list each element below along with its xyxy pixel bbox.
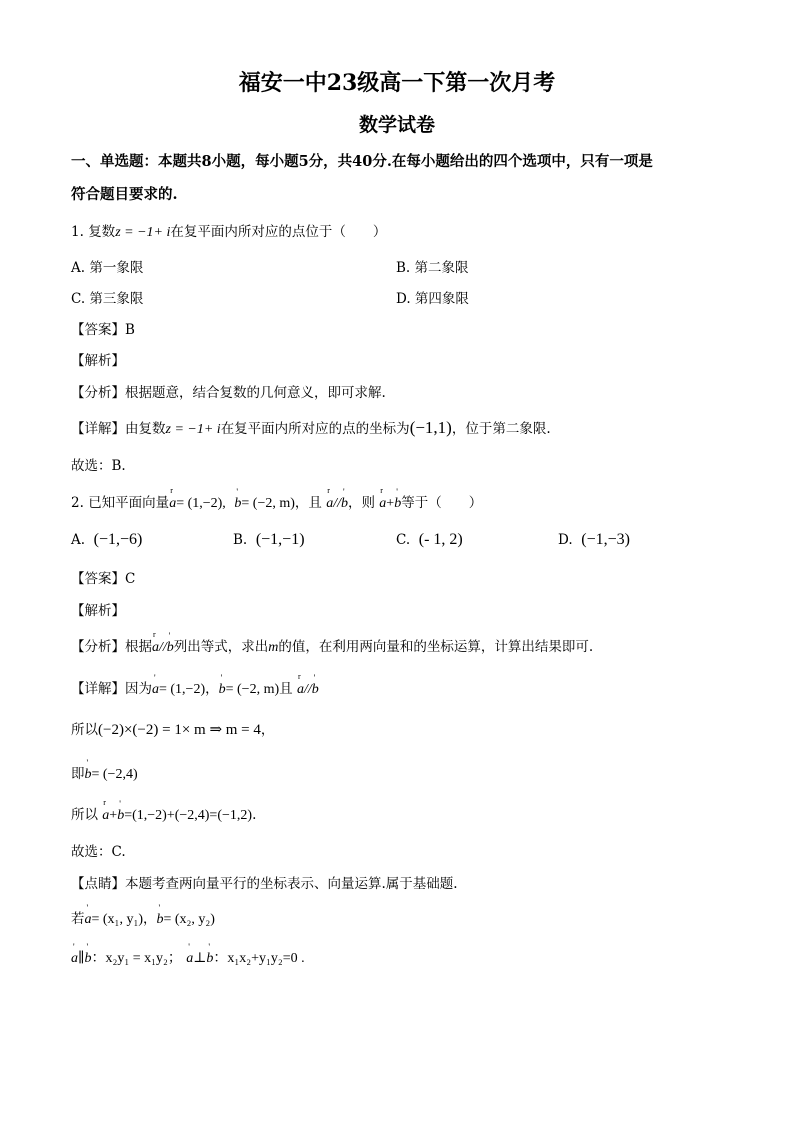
q2-option-a xyxy=(71,531,142,549)
parallel-symbol: ∥ xyxy=(78,951,85,966)
vector-b: ' b xyxy=(234,496,241,512)
q2-so2-pre: 所以 xyxy=(71,807,98,823)
q1-detail-expression: z = −1+ i xyxy=(165,422,221,437)
q1-option-d: D. 第四象限 xyxy=(396,291,469,307)
q2-rules xyxy=(71,947,305,967)
q2-perpendicular-rule: ：x₁x₂+y₁y₂=0 . xyxy=(213,951,305,966)
vector-a: r a xyxy=(379,496,386,512)
perpendicular-symbol: ⊥ xyxy=(193,951,207,966)
vector-b: ' b xyxy=(167,640,174,656)
q2-choose: 故选：C. xyxy=(71,844,126,860)
q2-number: 2. xyxy=(71,495,84,511)
q2-if-a: = (x₁, y₁) xyxy=(91,912,143,927)
vector-b: ' b xyxy=(341,496,348,512)
q2-detail-and: 且 xyxy=(279,681,293,697)
q2-detail-b: = (−2, m) xyxy=(225,682,280,697)
q2-stem-pre: 已知平面向量 xyxy=(88,495,170,511)
vector-b: ' b xyxy=(394,496,401,512)
parallel-symbol: // xyxy=(333,496,341,511)
q2-option-c-label: C. xyxy=(396,532,411,548)
vector-b: ' b xyxy=(85,767,92,783)
vector-a: r a xyxy=(326,496,333,512)
q1-analysis-heading: 【解析】 xyxy=(71,353,125,369)
q1-detail-post: ，位于第二象限. xyxy=(451,421,551,437)
q2-answer: 【答案】C xyxy=(71,571,136,587)
q2-if-comma: ， xyxy=(142,911,157,927)
vector-a: r a xyxy=(152,640,159,656)
q1-detail-mid: 在复平面内所对应的点的坐标为 xyxy=(220,421,410,437)
q1-choose: 故选：B. xyxy=(71,458,126,474)
vector-b: ' b xyxy=(117,808,124,824)
q2-so2-expression: =(1,−2)+(−2,4)=(−1,2) xyxy=(124,808,253,823)
q2-detail-comma: ， xyxy=(205,681,219,697)
parallel-symbol: // xyxy=(303,682,312,697)
q2-so1-expression: (−2)×(−2) = 1× m ⇒ m = 4 xyxy=(98,722,261,738)
q2-option-d xyxy=(558,531,630,549)
q2-option-c xyxy=(396,531,463,549)
q2-so1 xyxy=(71,718,274,739)
q2-then-expression: = (−2,4) xyxy=(91,767,138,782)
q2-stem-and: ，且 xyxy=(294,495,322,511)
q2-fenxi-mid: 列出等式，求出 xyxy=(173,639,269,655)
q2-option-d-label: D. xyxy=(558,532,573,548)
page-subtitle: 数学试卷 xyxy=(358,114,435,136)
q1-stem-pre: 复数 xyxy=(88,224,116,240)
q1-detail xyxy=(71,417,551,438)
q2-detail xyxy=(71,677,319,698)
section-heading-line1: 一、单选题：本题共8小题，每小题5分，共40分.在每小题给出的四个选项中，只有一项是 xyxy=(71,153,653,170)
q2-option-a-value: (−1,−6) xyxy=(93,531,143,548)
q2-a-definition: = (1,−2), xyxy=(176,496,226,511)
q1-number: 1. xyxy=(71,224,84,240)
q2-stem-then: ，则 xyxy=(348,495,375,511)
q2-option-c-value: (- 1, 2) xyxy=(418,531,463,548)
q1-expression: z = −1+ i xyxy=(115,225,171,240)
vector-a: ' a xyxy=(71,951,78,967)
q2-option-d-value: (−1,−3) xyxy=(581,531,630,548)
q2-b-definition: = (−2, m) xyxy=(241,496,295,511)
q1-option-a: A. 第一象限 xyxy=(71,260,144,276)
q2-option-b-label: B. xyxy=(233,532,248,548)
parallel-symbol: // xyxy=(159,640,167,655)
q2-option-a-label: A. xyxy=(71,532,86,548)
q1-detail-coordinate: (−1,1) xyxy=(409,418,452,437)
q2-so1-post: ， xyxy=(260,722,275,738)
q1-answer: 【答案】B xyxy=(71,322,135,338)
q1-option-c: C. 第三象限 xyxy=(71,291,144,307)
q2-fenxi-pre: 【分析】根据 xyxy=(71,639,152,655)
vector-b: ' b xyxy=(156,912,163,928)
plus-symbol: + xyxy=(386,496,395,511)
q1-fenxi: 【分析】根据题意，结合复数的几何意义，即可求解. xyxy=(71,385,386,401)
q1-option-b: B. 第二象限 xyxy=(396,260,469,276)
q2-analysis-heading: 【解析】 xyxy=(71,603,125,619)
q2-dianjing: 【点睛】本题考查两向量平行的坐标表示、向量运算.属于基础题. xyxy=(71,876,458,892)
q2-stem xyxy=(71,491,482,512)
q2-if-b: = (x₂, y₂) xyxy=(163,912,215,927)
q2-condition xyxy=(71,907,215,928)
vector-b: ' b xyxy=(219,682,226,698)
vector-a: ' a xyxy=(152,682,159,698)
q2-so2-post: . xyxy=(252,807,257,823)
q2-fenxi xyxy=(71,635,593,656)
plus-symbol: + xyxy=(109,808,118,823)
q2-fenxi-post: 的值，在利用两向量和的坐标运算，计算出结果即可. xyxy=(278,639,594,655)
vector-a: ' a xyxy=(186,951,193,967)
q2-then-pre: 即 xyxy=(71,766,85,782)
q2-option-b-value: (−1,−1) xyxy=(255,531,305,548)
vector-a: r a xyxy=(169,496,176,512)
vector-b: ' b xyxy=(312,682,319,698)
q1-stem-post: 在复平面内所对应的点位于（ ） xyxy=(170,224,387,240)
section-heading-line2: 符合题目要求的. xyxy=(71,186,178,203)
q1-detail-pre: 【详解】由复数 xyxy=(71,421,166,437)
q2-so1-pre: 所以 xyxy=(71,722,98,738)
q2-option-b xyxy=(233,531,305,549)
q1-stem xyxy=(71,220,386,241)
q2-detail-pre: 【详解】因为 xyxy=(71,681,152,697)
q2-fenxi-m: m xyxy=(268,640,279,655)
q2-if-pre: 若 xyxy=(71,911,85,927)
q2-detail-a: = (1,−2) xyxy=(159,682,206,697)
q2-then xyxy=(71,762,138,783)
page-title: 福安一中23级高一下第一次月考 xyxy=(238,70,556,96)
q2-so2 xyxy=(71,803,256,824)
vector-a: r a xyxy=(102,808,109,824)
vector-b: ' b xyxy=(206,951,213,967)
q2-stem-post: 等于（ ） xyxy=(401,495,483,511)
vector-a: r a xyxy=(297,682,304,698)
vector-b: ' b xyxy=(84,951,91,967)
q2-parallel-rule: ：x₂y₁ = x₁y₂； xyxy=(91,951,182,966)
vector-a: ' a xyxy=(85,912,92,928)
